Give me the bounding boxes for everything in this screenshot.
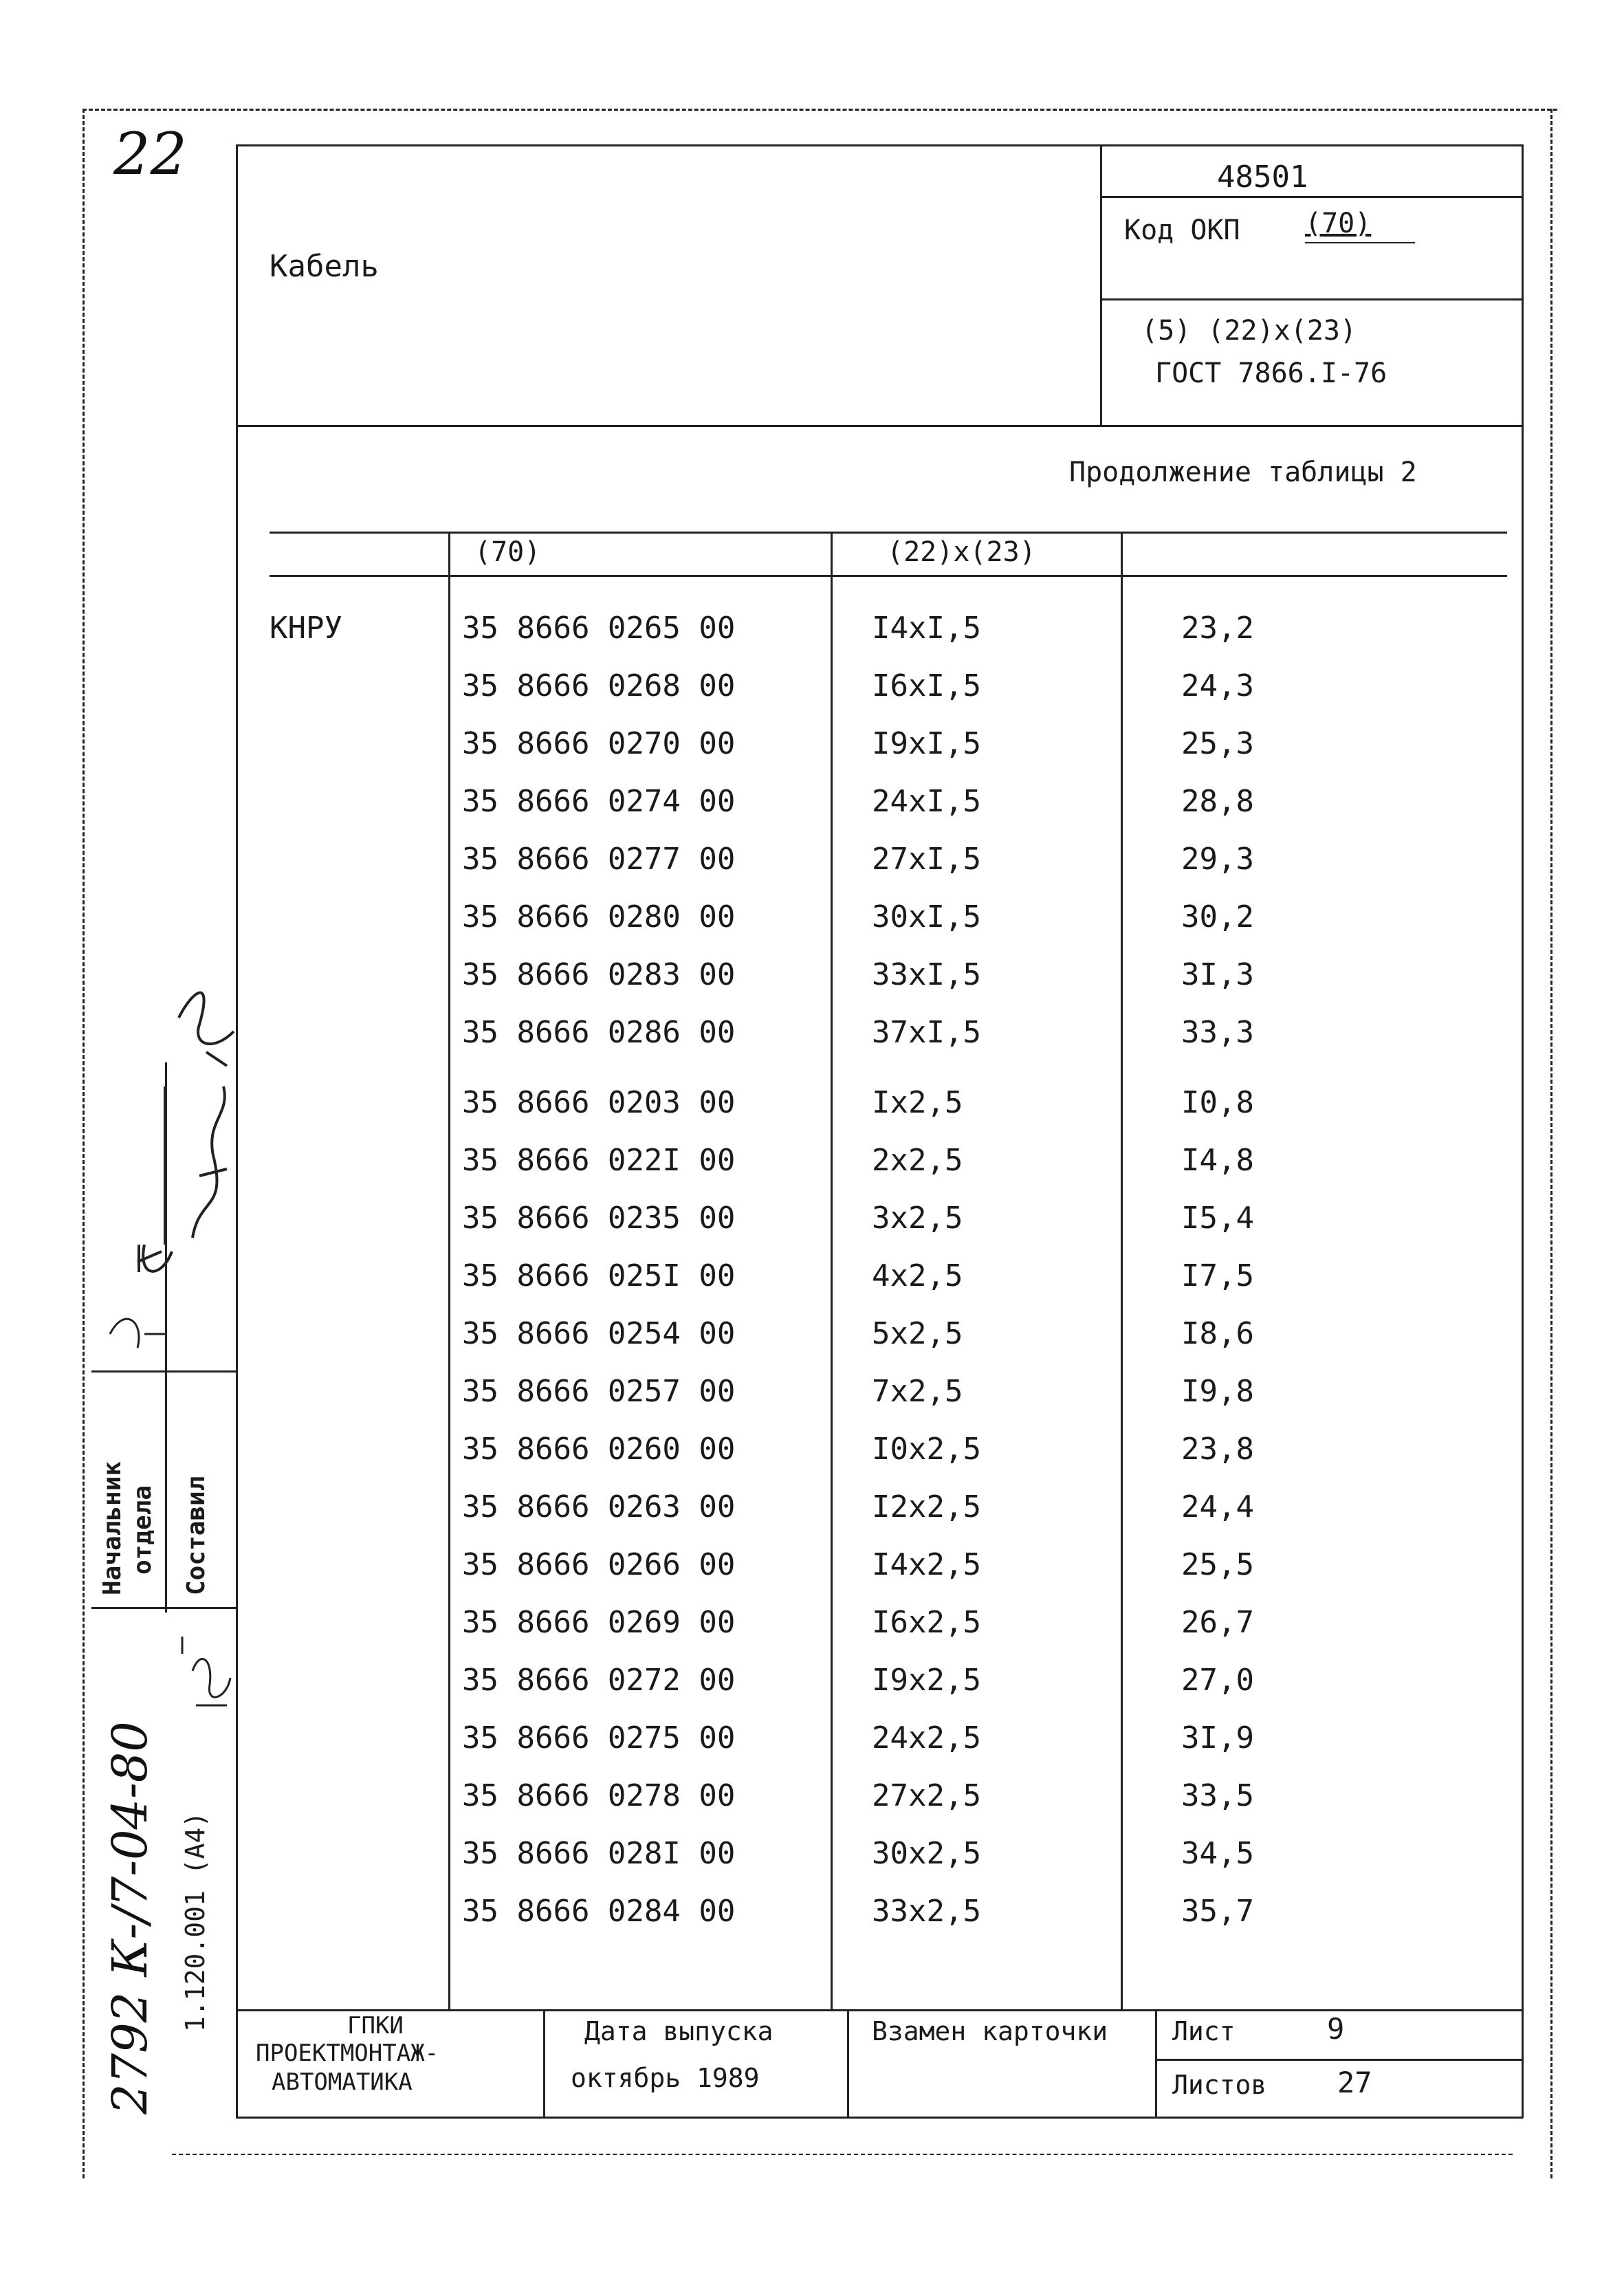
table-row-dim: 37xI,5: [872, 1015, 981, 1050]
table-row-dim: I4x2,5: [872, 1547, 981, 1582]
table-row-code: 35 8666 0235 00: [462, 1201, 736, 1236]
handwritten-registration-number: 2792 К-/7-04-80: [102, 1721, 158, 2114]
table-row-code: 35 8666 0263 00: [462, 1489, 736, 1524]
table-row-dim: 30x2,5: [872, 1836, 981, 1871]
table-row-mass: I8,6: [1181, 1316, 1254, 1351]
column-line-2: [831, 532, 833, 2010]
table-row-code: 35 8666 0257 00: [462, 1374, 736, 1409]
footer-divider-2: [847, 2009, 849, 2117]
table-row-dim: 33x2,5: [872, 1894, 981, 1929]
page-border-right: [1550, 109, 1552, 2178]
designation: (5) (22)x(23): [1141, 315, 1357, 347]
table-caption: Продолжение таблицы 2: [1069, 457, 1417, 488]
table-row-mass: 27,0: [1181, 1663, 1254, 1698]
table-row-code: 35 8666 0274 00: [462, 784, 736, 819]
table-row-mass: 30,2: [1181, 899, 1254, 934]
release-date-value: октябрь 1989: [571, 2063, 760, 2093]
page-border-bottom: [172, 2154, 1513, 2155]
page-border-left: [83, 109, 85, 2178]
head-of-dept-label-1: Начальник: [98, 1461, 127, 1595]
table-row-mass: 25,5: [1181, 1547, 1254, 1582]
side-block-bottom-line: [91, 1607, 237, 1609]
column-header-dim: (22)x(23): [887, 536, 1036, 568]
table-row-mass: I9,8: [1181, 1374, 1254, 1409]
side-block-top-line: [91, 1370, 237, 1373]
table-row-dim: 24xI,5: [872, 784, 981, 819]
table-row-mass: I0,8: [1181, 1085, 1254, 1120]
table-row-mass: 23,2: [1181, 611, 1254, 646]
table-row-mass: 23,8: [1181, 1432, 1254, 1467]
table-row-code: 35 8666 0272 00: [462, 1663, 736, 1698]
table-row-mass: 34,5: [1181, 1836, 1254, 1871]
table-row-code: 35 8666 0270 00: [462, 726, 736, 761]
card-border-right: [1522, 144, 1524, 2118]
table-row-dim: 4x2,5: [872, 1258, 963, 1293]
table-row-code: 35 8666 022I 00: [462, 1143, 736, 1178]
table-row-mass: 3I,9: [1181, 1720, 1254, 1756]
table-row-mass: 26,7: [1181, 1605, 1254, 1640]
table-row-dim: 33xI,5: [872, 957, 981, 992]
table-row-code: 35 8666 0266 00: [462, 1547, 736, 1582]
table-row-dim: 27x2,5: [872, 1778, 981, 1813]
table-row-mass: 25,3: [1181, 726, 1254, 761]
table-row-dim: 5x2,5: [872, 1316, 963, 1351]
table-row-code: 35 8666 0254 00: [462, 1316, 736, 1351]
column-line-3: [1121, 532, 1123, 2010]
table-row-mass: I4,8: [1181, 1143, 1254, 1178]
author-label: Составил: [182, 1476, 210, 1595]
signature-scribbles: [96, 949, 241, 1362]
table-row-mass: 28,8: [1181, 784, 1254, 819]
table-row-dim: 27xI,5: [872, 842, 981, 877]
page-number-handwritten: 22: [113, 120, 187, 188]
initials-scribble: [172, 1623, 241, 1733]
table-row-code: 35 8666 0268 00: [462, 668, 736, 703]
table-row-dim: I2x2,5: [872, 1489, 981, 1524]
table-row-mass: 33,5: [1181, 1778, 1254, 1813]
table-row-code: 35 8666 0277 00: [462, 842, 736, 877]
table-row-dim: 7x2,5: [872, 1374, 963, 1409]
table-row-mass: 24,3: [1181, 668, 1254, 703]
table-row-dim: 2x2,5: [872, 1143, 963, 1178]
table-row-dim: I4xI,5: [872, 611, 981, 646]
okp-label: Код ОКП: [1124, 215, 1240, 246]
table-row-mass: I5,4: [1181, 1201, 1254, 1236]
sheet-label: Лист: [1172, 2016, 1236, 2046]
table-row-dim: I6xI,5: [872, 668, 981, 703]
table-row-code: 35 8666 0203 00: [462, 1085, 736, 1120]
table-row-mass: I7,5: [1181, 1258, 1254, 1293]
header-divider: [1100, 144, 1102, 425]
table-row-code: 35 8666 0269 00: [462, 1605, 736, 1640]
table-row-code: 35 8666 0286 00: [462, 1015, 736, 1050]
head-of-dept-label-2: отдела: [129, 1485, 157, 1575]
table-row-dim: 3x2,5: [872, 1201, 963, 1236]
footer-divider-1: [543, 2009, 545, 2117]
okp-underline: [1305, 242, 1415, 243]
table-row-dim: Ix2,5: [872, 1085, 963, 1120]
table-row-code: 35 8666 0260 00: [462, 1432, 736, 1467]
card-border-top: [236, 144, 1523, 146]
code-top: 48501: [1217, 160, 1308, 195]
table-row-code: 35 8666 028I 00: [462, 1836, 736, 1871]
header-line-1: [1100, 196, 1523, 198]
footer-divider-3: [1155, 2009, 1157, 2117]
cable-title: Кабель: [270, 249, 379, 284]
form-code: 1.120.001 (А4): [180, 1811, 210, 2032]
header-line-2: [1100, 298, 1523, 300]
table-row-mass: 24,4: [1181, 1489, 1254, 1524]
sheets-count: 27: [1337, 2066, 1372, 2099]
table-row-code: 35 8666 0283 00: [462, 957, 736, 992]
table-row-code: 35 8666 0278 00: [462, 1778, 736, 1813]
gost-standard: ГОСТ 7866.I-76: [1155, 358, 1387, 389]
table-header-bottom: [270, 575, 1507, 577]
okp-value: (70): [1305, 208, 1372, 239]
table-row-code: 35 8666 0284 00: [462, 1894, 736, 1929]
group-name: КНРУ: [270, 611, 342, 646]
table-row-dim: I6x2,5: [872, 1605, 981, 1640]
sheet-number: 9: [1327, 2012, 1345, 2046]
sheets-label: Листов: [1172, 2070, 1267, 2100]
footer-bottom-line: [236, 2117, 1523, 2119]
table-row-mass: 29,3: [1181, 842, 1254, 877]
table-row-code: 35 8666 0280 00: [462, 899, 736, 934]
table-row-dim: I9x2,5: [872, 1663, 981, 1698]
table-row-code: 35 8666 0265 00: [462, 611, 736, 646]
table-row-dim: 24x2,5: [872, 1720, 981, 1756]
footer-top-line: [236, 2009, 1523, 2011]
table-row-mass: 35,7: [1181, 1894, 1254, 1929]
org-line-1: ГПКИ: [347, 2012, 404, 2040]
replace-card-label: Взамен карточки: [872, 2016, 1108, 2046]
column-header-code: (70): [474, 536, 541, 568]
footer-sheet-line: [1155, 2059, 1523, 2061]
table-row-code: 35 8666 025I 00: [462, 1258, 736, 1293]
table-row-dim: I9xI,5: [872, 726, 981, 761]
org-line-2: ПРОЕКТМОНТАЖ-: [256, 2040, 439, 2067]
table-row-mass: 33,3: [1181, 1015, 1254, 1050]
table-header-top: [270, 532, 1507, 534]
table-row-code: 35 8666 0275 00: [462, 1720, 736, 1756]
release-date-label: Дата выпуска: [584, 2016, 773, 2046]
column-line-1: [448, 532, 450, 2010]
header-bottom-line: [236, 425, 1523, 427]
org-line-3: АВТОМАТИКА: [272, 2068, 413, 2096]
table-row-dim: 30xI,5: [872, 899, 981, 934]
table-row-mass: 3I,3: [1181, 957, 1254, 992]
table-row-dim: I0x2,5: [872, 1432, 981, 1467]
page-border-top: [83, 109, 1557, 111]
